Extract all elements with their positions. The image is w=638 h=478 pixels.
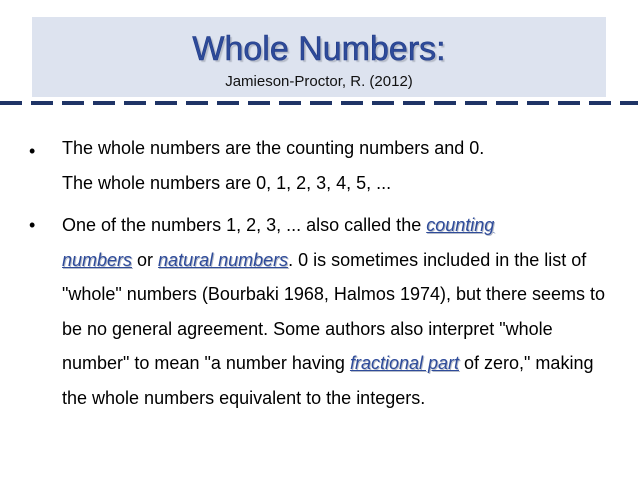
bullet-2-text-c: of zero," making the whole numbers equivalent to the integers. (62, 353, 594, 408)
dashed-divider (0, 101, 638, 105)
bullet-2-text-a: One of the numbers 1, 2, 3, ... also called the (62, 215, 427, 235)
counting-link[interactable]: counting (426, 215, 495, 235)
bullet-marker-1: • (29, 141, 36, 161)
natural-numbers-link[interactable]: natural numbers (158, 249, 289, 270)
slide-title: Whole Numbers: (192, 30, 446, 68)
bullet-1-line-2: The whole numbers are 0, 1, 2, 3, 4, 5, ... (62, 172, 392, 193)
bullet-2-text (62, 208, 622, 416)
bullet-2-text-or: or (132, 249, 159, 270)
numbers-link[interactable]: numbers (62, 249, 133, 270)
slide-subtitle: Jamieson-Proctor, R. (2012) (225, 73, 413, 90)
bullet-1-text (62, 131, 622, 200)
bullet-marker-2: • (29, 215, 36, 235)
bullet-1-line-1: The whole numbers are the counting numbers and 0. (62, 138, 485, 158)
bullet-2-text-b: . 0 is sometimes included in the list of "whole" numbers (Bourbaki 1968, Halmos 1974), but there seems to be no general agreement. Some authors also interpret "whole number" to mean "a number having (62, 249, 606, 374)
title-banner (32, 17, 606, 97)
fractional-part-link[interactable]: fractional part (349, 353, 460, 374)
